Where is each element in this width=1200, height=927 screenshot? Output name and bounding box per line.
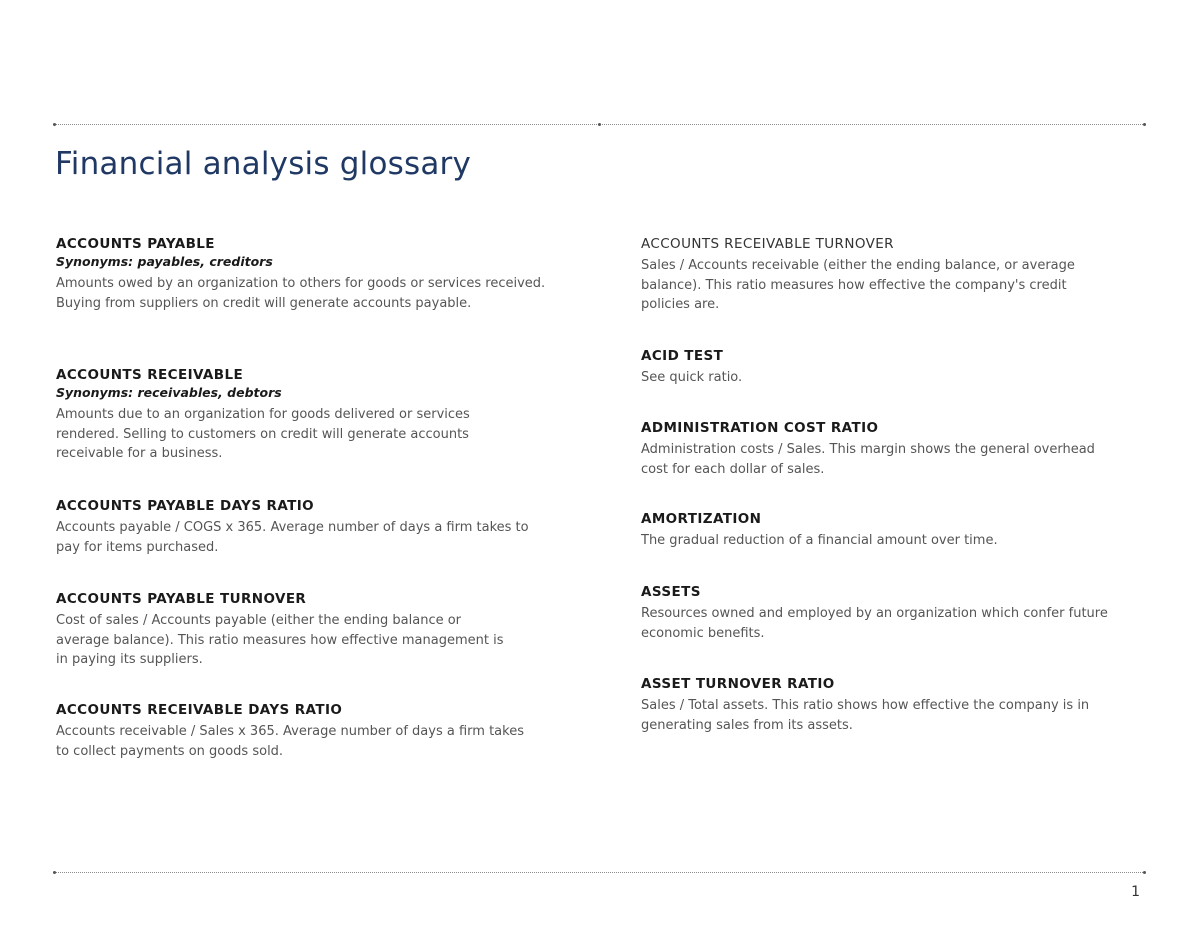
page-title: Financial analysis glossary — [55, 146, 472, 182]
glossary-term: ACCOUNTS RECEIVABLE — [56, 367, 244, 383]
glossary-entry-asset-turnover-ratio — [641, 675, 1121, 735]
glossary-entry-accounts-payable-days-ratio — [56, 497, 546, 557]
glossary-synonyms: Synonyms: receivables, debtors — [56, 385, 282, 400]
divider-dot — [598, 123, 601, 126]
top-divider — [55, 124, 1145, 125]
glossary-definition: Amounts due to an organization for goods delivered or services rendered. Selling to customers on credit will generate accounts receivable for a business. — [56, 407, 470, 461]
glossary-entry-amortization — [641, 510, 1121, 551]
glossary-definition: Cost of sales / Accounts payable (either the ending balance or average balance). This ratio measures how effective management is in paying its suppliers. — [56, 613, 504, 667]
glossary-definition: Administration costs / Sales. This margin shows the general overhead cost for each dollar of sales. — [641, 442, 1095, 477]
glossary-term: ACCOUNTS PAYABLE TURNOVER — [56, 591, 307, 607]
glossary-entry-accounts-receivable — [56, 366, 496, 464]
glossary-definition: The gradual reduction of a financial amount over time. — [641, 533, 998, 548]
glossary-entry-accounts-payable — [56, 235, 546, 313]
glossary-term: ACCOUNTS PAYABLE DAYS RATIO — [56, 498, 315, 514]
glossary-term: ACCOUNTS RECEIVABLE TURNOVER — [641, 236, 894, 252]
glossary-term: AMORTIZATION — [641, 511, 762, 527]
divider-dot — [1143, 123, 1146, 126]
glossary-definition: Accounts receivable / Sales x 365. Average number of days a firm takes to collect payments on goods sold. — [56, 724, 524, 759]
glossary-definition: Sales / Accounts receivable (either the ending balance, or average balance). This ratio measures how effective the company's credit policies are. — [641, 258, 1075, 312]
divider-dot — [53, 123, 56, 126]
divider-dot — [1143, 871, 1146, 874]
glossary-entry-assets — [641, 583, 1131, 643]
glossary-definition: See quick ratio. — [641, 370, 743, 385]
glossary-definition: Amounts owed by an organization to others for goods or services received. Buying from suppliers on credit will generate accounts payable. — [56, 276, 546, 311]
glossary-term: ACCOUNTS RECEIVABLE DAYS RATIO — [56, 702, 343, 718]
divider-dot — [53, 871, 56, 874]
page-number: 1 — [1131, 884, 1140, 900]
glossary-entry-administration-cost-ratio — [641, 419, 1121, 479]
glossary-synonyms: Synonyms: payables, creditors — [56, 254, 273, 269]
glossary-term: ACID TEST — [641, 348, 724, 364]
bottom-divider — [55, 872, 1145, 873]
glossary-entry-accounts-receivable-turnover — [641, 235, 1101, 315]
glossary-term: ASSETS — [641, 584, 701, 600]
glossary-term: ASSET TURNOVER RATIO — [641, 676, 835, 692]
glossary-term: ADMINISTRATION COST RATIO — [641, 420, 879, 436]
glossary-definition: Resources owned and employed by an organization which confer future economic benefits. — [641, 606, 1108, 641]
glossary-definition: Sales / Total assets. This ratio shows how effective the company is in generating sales from its assets. — [641, 698, 1090, 733]
glossary-definition: Accounts payable / COGS x 365. Average number of days a firm takes to pay for items purchased. — [56, 520, 529, 555]
glossary-term: ACCOUNTS PAYABLE — [56, 236, 215, 252]
glossary-entry-acid-test — [641, 347, 1101, 388]
glossary-left-column — [56, 235, 546, 759]
glossary-entry-accounts-receivable-days-ratio — [56, 701, 541, 761]
glossary-entry-accounts-payable-turnover — [56, 590, 516, 670]
